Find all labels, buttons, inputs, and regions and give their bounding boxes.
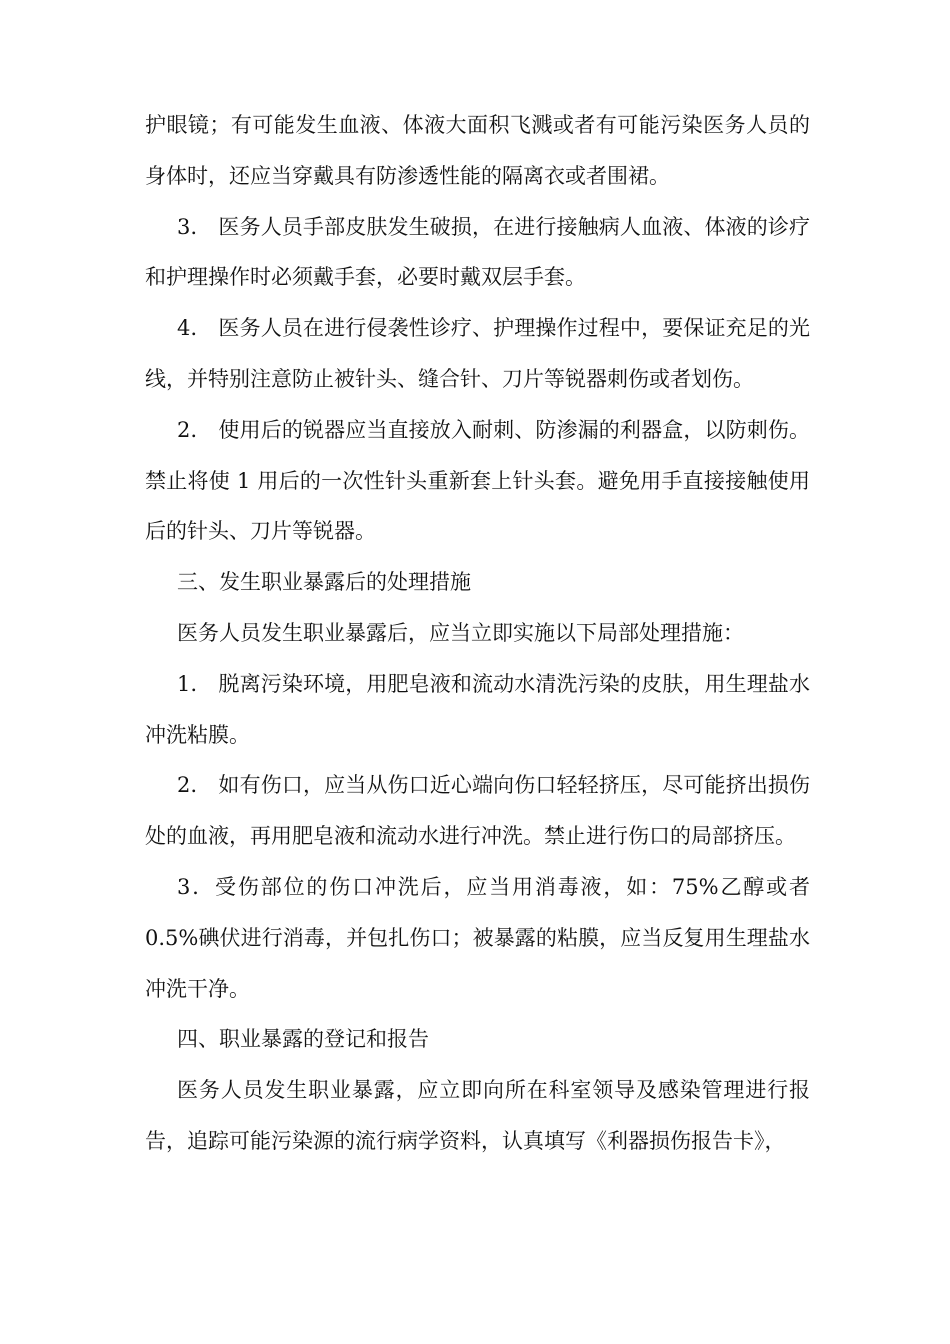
paragraph-item-4-lighting: 4． 医务人员在进行侵袭性诊疗、护理操作过程中，要保证充足的光线，并特别注意防止被针头、缝合针、刀片等锐器刺伤或者划伤。 — [145, 316, 810, 391]
paragraph-measure-1: 1． 脱离污染环境，用肥皂液和流动水清洗污染的皮肤，用生理盐水冲洗粘膜。 — [145, 671, 810, 747]
section-heading-exposure-measures: 三、发生职业暴露后的处理措施 — [177, 570, 471, 595]
section-heading-registration-report: 四、职业暴露的登记和报告 — [177, 1027, 429, 1052]
paragraph-item-2-sharps: 2． 使用后的锐器应当直接放入耐刺、防渗漏的利器盒，以防刺伤。禁止将使 1 用后的一次性针头重新套上针头套。避免用手直接接触使用后的针头、刀片等锐器。 — [145, 417, 810, 544]
paragraph-item-3-gloves: 3． 医务人员手部皮肤发生破损，在进行接触病人血液、体液的诊疗和护理操作时必须戴手套，必要时戴双层手套。 — [145, 214, 810, 290]
paragraph-continuation: 护眼镜；有可能发生血液、体液大面积飞溅或者有可能污染医务人员的身体时，还应当穿戴具有防渗透性能的隔离衣或者围裙。 — [145, 113, 810, 188]
paragraph-report: 医务人员发生职业暴露，应立即向所在科室领导及感染管理进行报告，追踪可能污染源的流行病学资料，认真填写《利器损伤报告卡》， — [145, 1078, 810, 1153]
paragraph-exposure-intro: 医务人员发生职业暴露后，应当立即实施以下局部处理措施： — [177, 620, 744, 645]
paragraph-measure-3: 3．受伤部位的伤口冲洗后，应当用消毒液，如：75%乙醇或者 0.5%碘伏进行消毒，并包扎伤口；被暴露的粘膜，应当反复用生理盐水冲洗干净。 — [145, 874, 810, 1001]
document-body — [145, 100, 810, 1167]
paragraph-measure-2: 2． 如有伤口，应当从伤口近心端向伤口轻轻挤压，尽可能挤出损伤处的血液，再用肥皂液和流动水进行冲洗。禁止进行伤口的局部挤压。 — [145, 773, 810, 849]
